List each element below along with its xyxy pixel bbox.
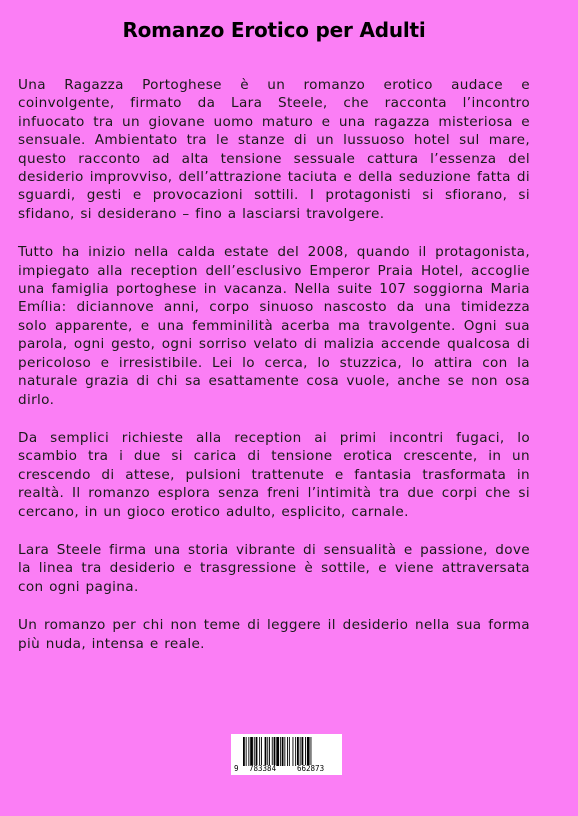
barcode-bar [287,737,288,766]
barcode-bar [248,737,249,766]
barcode-bar [282,737,284,766]
barcode-bar [280,737,281,766]
page-title: Romanzo Erotico per Adulti [122,18,426,42]
barcode-bar [265,737,267,766]
barcode-bar [297,737,299,766]
barcode-lead-digit: 9 [234,764,239,773]
barcode-bar [254,737,255,766]
barcode-bars [231,734,342,775]
barcode-bar [307,737,310,766]
barcode-bar [276,737,279,766]
paragraph-1: Una Ragazza Portoghese è un romanzo erotico audace e coinvolgente, firmato da Lara Steele, che racconta l’incontro infuocato tra un giovane uomo maturo e una ragazza misteriosa e sensuale. Ambientato tra le stanze di un lussuoso hotel sul mare, questo racconto ad alta tensione sessuale cattura l’essenza del desiderio improvviso, dell’attrazione taciuta e della seduzione fatta di sguardi, gesti e provocazioni sottili. I protagonisti si sfiorano, si sfidano, si desiderano – fino a lasciarsi travolgere. [18,77,530,222]
barcode-bar [311,737,312,766]
barcode-bar [261,737,262,766]
isbn-barcode [231,734,342,775]
barcode-bar [274,737,276,766]
barcode-bar [259,737,260,766]
barcode-bar [293,737,294,766]
body-text [18,76,530,673]
barcode-bar [295,737,296,766]
barcode-bar [250,737,253,766]
barcode-bar [267,737,268,766]
paragraph-2: Tutto ha inizio nella calda estate del 2008, quando il protagonista, impiegato alla reception dell’esclusivo Emperor Praia Hotel, accoglie una famiglia portoghese in vacanza. Nella suite 107 soggiorna Maria Emília: diciannove anni, corpo sinuoso nascosto da una timidezza solo apparente, e una femminilità acerba ma travolgente. Ogni sua parola, ogni gesto, ogni sorriso velato di malizia accende qualcosa di pericoloso e irresistibile. Lei lo cerca, lo stuzzica, lo attira con la naturale grazia di chi sa esattamente cosa vuole, anche se non osa dirlo. [18,244,530,408]
barcode-bar [272,737,273,766]
paragraph-3: Da semplici richieste alla reception ai primi incontri fugaci, lo scambio tra i due si carica di tensione erotica crescente, in un crescendo di attese, pulsioni trattenute e fantasia trasformata in realtà. Il romanzo esplora senza freni l’intimità tra due corpi che si cercano, in un gioco erotico adulto, esplicito, carnale. [18,429,530,520]
paragraph-5: Un romanzo per chi non teme di leggere il desiderio nella sua forma più nuda, intensa e reale. [18,617,530,652]
barcode-bar [305,737,306,766]
barcode-bar [302,737,304,766]
barcode-bar [289,737,290,766]
barcode-right-group: 662873 [297,764,325,773]
barcode-left-group: 783384 [249,764,277,773]
barcode-bar [269,737,270,766]
barcode-bar [256,737,258,766]
barcode-bar [284,737,285,766]
barcode-bar [243,737,245,766]
barcode-bar [246,737,247,766]
paragraph-4: Lara Steele firma una storia vibrante di sensualità e passione, dove la linea tra desiderio e trasgressione è sottile, e viene attraversata con ogni pagina. [18,541,530,595]
barcode-bar [300,737,301,766]
